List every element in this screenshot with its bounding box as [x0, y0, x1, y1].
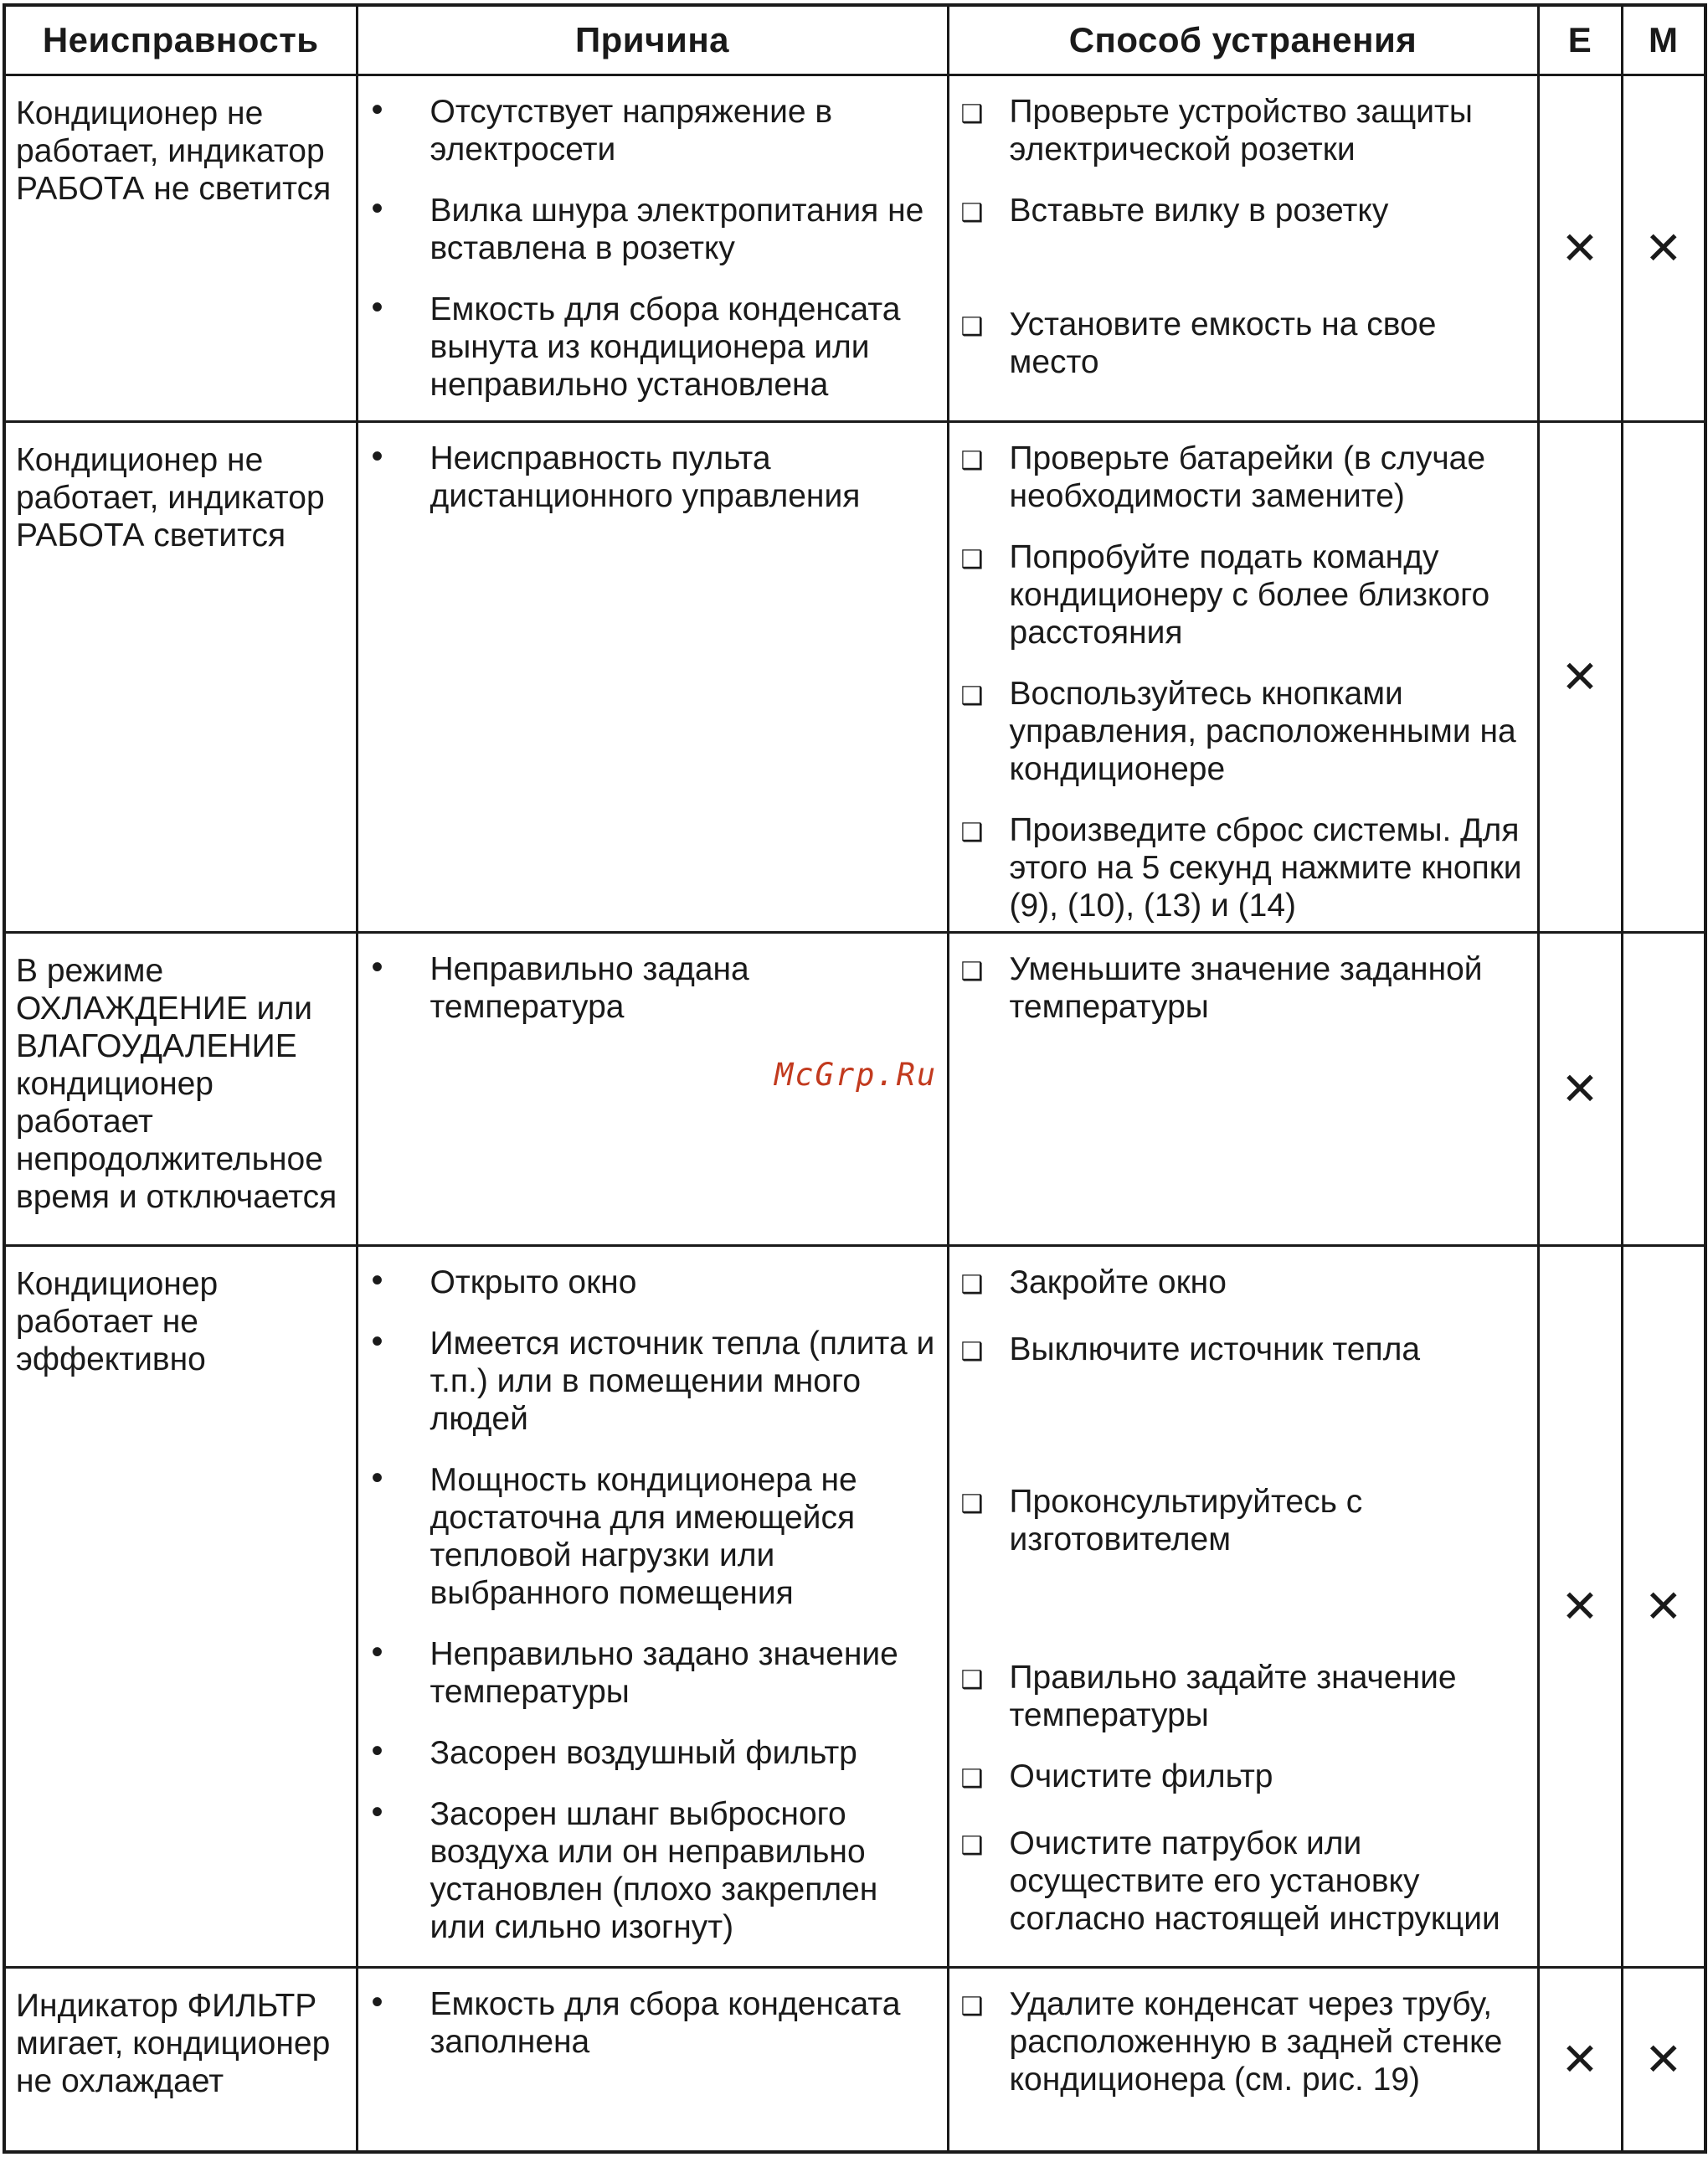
fix-item: ❑ Проверьте устройство защиты электрической розетки [956, 93, 1531, 168]
cause-cell [357, 422, 948, 933]
fix-cell [948, 75, 1538, 422]
bullet-icon: • [371, 1794, 383, 1830]
table-row [4, 422, 1705, 933]
fix-item: ❑ Закройте окно [956, 1264, 1531, 1307]
watermark: McGrp.Ru [774, 1057, 938, 1093]
bullet-icon: • [371, 1262, 383, 1299]
cause-item: • Емкость для сбора конденсата заполнена [365, 1985, 940, 2061]
bullet-icon: • [371, 190, 383, 227]
cause-item: • Отсутствует напряжение в электросети [365, 93, 940, 168]
fix-item: ❑ Правильно задайте значение температуры [956, 1659, 1531, 1734]
header-fix: Способ устранения [948, 5, 1538, 75]
e-mark: ✕ [1538, 422, 1622, 933]
table-row [4, 1246, 1705, 1968]
fix-item: ❑ Произведите сброс системы. Для этого на 5 секунд нажмите кнопки (9), (10), (13) и (14) [956, 811, 1531, 924]
e-mark: ✕ [1538, 1246, 1622, 1968]
bullet-icon: • [371, 1984, 383, 2021]
cause-cell [357, 1246, 948, 1968]
header-cause: Причина [357, 5, 948, 75]
m-mark [1622, 933, 1705, 1246]
header-fault: Неисправность [4, 5, 357, 75]
cause-item: • Вилка шнура электропитания не вставлена в розетку [365, 192, 940, 267]
bullet-icon: • [371, 1732, 383, 1769]
fix-item: ❑ Очистите фильтр [956, 1758, 1531, 1801]
cause-item: • Имеется источник тепла (плита и т.п.) или в помещении много людей [365, 1325, 940, 1438]
e-mark: ✕ [1538, 75, 1622, 422]
fix-item: ❑ Уменьшите значение заданной температуры [956, 950, 1531, 1026]
checkbox-icon: ❑ [960, 313, 984, 341]
header-m: M [1622, 5, 1705, 75]
checkbox-icon: ❑ [960, 447, 984, 475]
fix-item: ❑ Проверьте батарейки (в случае необходимости замените) [956, 440, 1531, 515]
bullet-icon: • [371, 438, 383, 475]
e-mark: ✕ [1538, 1968, 1622, 2153]
bullet-icon: • [371, 289, 383, 326]
fix-item: ❑ Воспользуйтесь кнопками управления, расположенными на кондиционере [956, 675, 1531, 788]
fix-item: ❑ Вставьте вилку в розетку [956, 192, 1531, 235]
checkbox-icon: ❑ [960, 819, 984, 847]
checkbox-icon: ❑ [960, 1993, 984, 2021]
checkbox-icon: ❑ [960, 1490, 984, 1518]
bullet-icon: • [371, 1634, 383, 1671]
fault-cell: Кондиционер работает не эффективно [4, 1246, 357, 1968]
checkbox-icon: ❑ [960, 199, 984, 227]
bullet-icon: • [371, 91, 383, 128]
checkbox-icon: ❑ [960, 1666, 984, 1694]
cause-item: • Неисправность пульта дистанционного управления [365, 440, 940, 515]
cause-item: • Открыто окно [365, 1264, 940, 1301]
checkbox-icon: ❑ [960, 1832, 984, 1860]
fix-item: ❑ Попробуйте подать команду кондиционеру с более близкого расстояния [956, 538, 1531, 651]
fix-cell [948, 1246, 1538, 1968]
fix-item: ❑ Очистите патрубок или осуществите его установку согласно настоящей инструкции [956, 1825, 1531, 1938]
fix-item: ❑ Удалите конденсат через трубу, расположенную в задней стенке кондиционера (см. рис. 19) [956, 1985, 1531, 2098]
bullet-icon: • [371, 949, 383, 986]
fix-cell [948, 422, 1538, 933]
checkbox-icon: ❑ [960, 958, 984, 986]
fault-cell: Кондиционер не работает, индикатор РАБОТА не светится [4, 75, 357, 422]
fault-cell: В режиме ОХЛАЖДЕНИЕ или ВЛАГОУДАЛЕНИЕ кондиционер работает непродолжительное время и отключается [4, 933, 357, 1246]
checkbox-icon: ❑ [960, 546, 984, 574]
checkbox-icon: ❑ [960, 1338, 984, 1366]
m-mark: ✕ [1622, 1968, 1705, 2153]
checkbox-icon: ❑ [960, 1271, 984, 1299]
checkbox-icon: ❑ [960, 682, 984, 710]
fault-cell: Кондиционер не работает, индикатор РАБОТА светится [4, 422, 357, 933]
bullet-icon: • [371, 1323, 383, 1360]
fix-cell [948, 933, 1538, 1246]
fix-item: ❑ Установите емкость на свое место [956, 306, 1531, 381]
table-header-row [4, 5, 1705, 75]
table-row [4, 75, 1705, 422]
fix-item: ❑ Проконсультируйтесь с изготовителем [956, 1483, 1531, 1558]
checkbox-icon: ❑ [960, 1765, 984, 1793]
cause-cell [357, 75, 948, 422]
cause-item: • Неправильно задано значение температуры [365, 1635, 940, 1711]
m-mark [1622, 422, 1705, 933]
table-row [4, 1968, 1705, 2153]
m-mark: ✕ [1622, 75, 1705, 422]
cause-item: • Мощность кондиционера не достаточна для имеющейся тепловой нагрузки или выбранного помещения [365, 1461, 940, 1612]
header-e: E [1538, 5, 1622, 75]
e-mark: ✕ [1538, 933, 1622, 1246]
bullet-icon: • [371, 1459, 383, 1496]
fault-cell: Индикатор ФИЛЬТР мигает, кондиционер не охлаждает [4, 1968, 357, 2153]
cause-item: • Засорен воздушный фильтр [365, 1734, 940, 1772]
m-mark: ✕ [1622, 1246, 1705, 1968]
fix-item: ❑ Выключите источник тепла [956, 1331, 1531, 1374]
cause-item: • Засорен шланг выбросного воздуха или он неправильно установлен (плохо закреплен или сильно изогнут) [365, 1795, 940, 1946]
cause-item: • Неправильно задана температура [365, 950, 940, 1026]
fix-cell [948, 1968, 1538, 2153]
checkbox-icon: ❑ [960, 100, 984, 128]
cause-cell [357, 1968, 948, 2153]
cause-item: • Емкость для сбора конденсата вынута из кондиционера или неправильно установлена [365, 291, 940, 404]
